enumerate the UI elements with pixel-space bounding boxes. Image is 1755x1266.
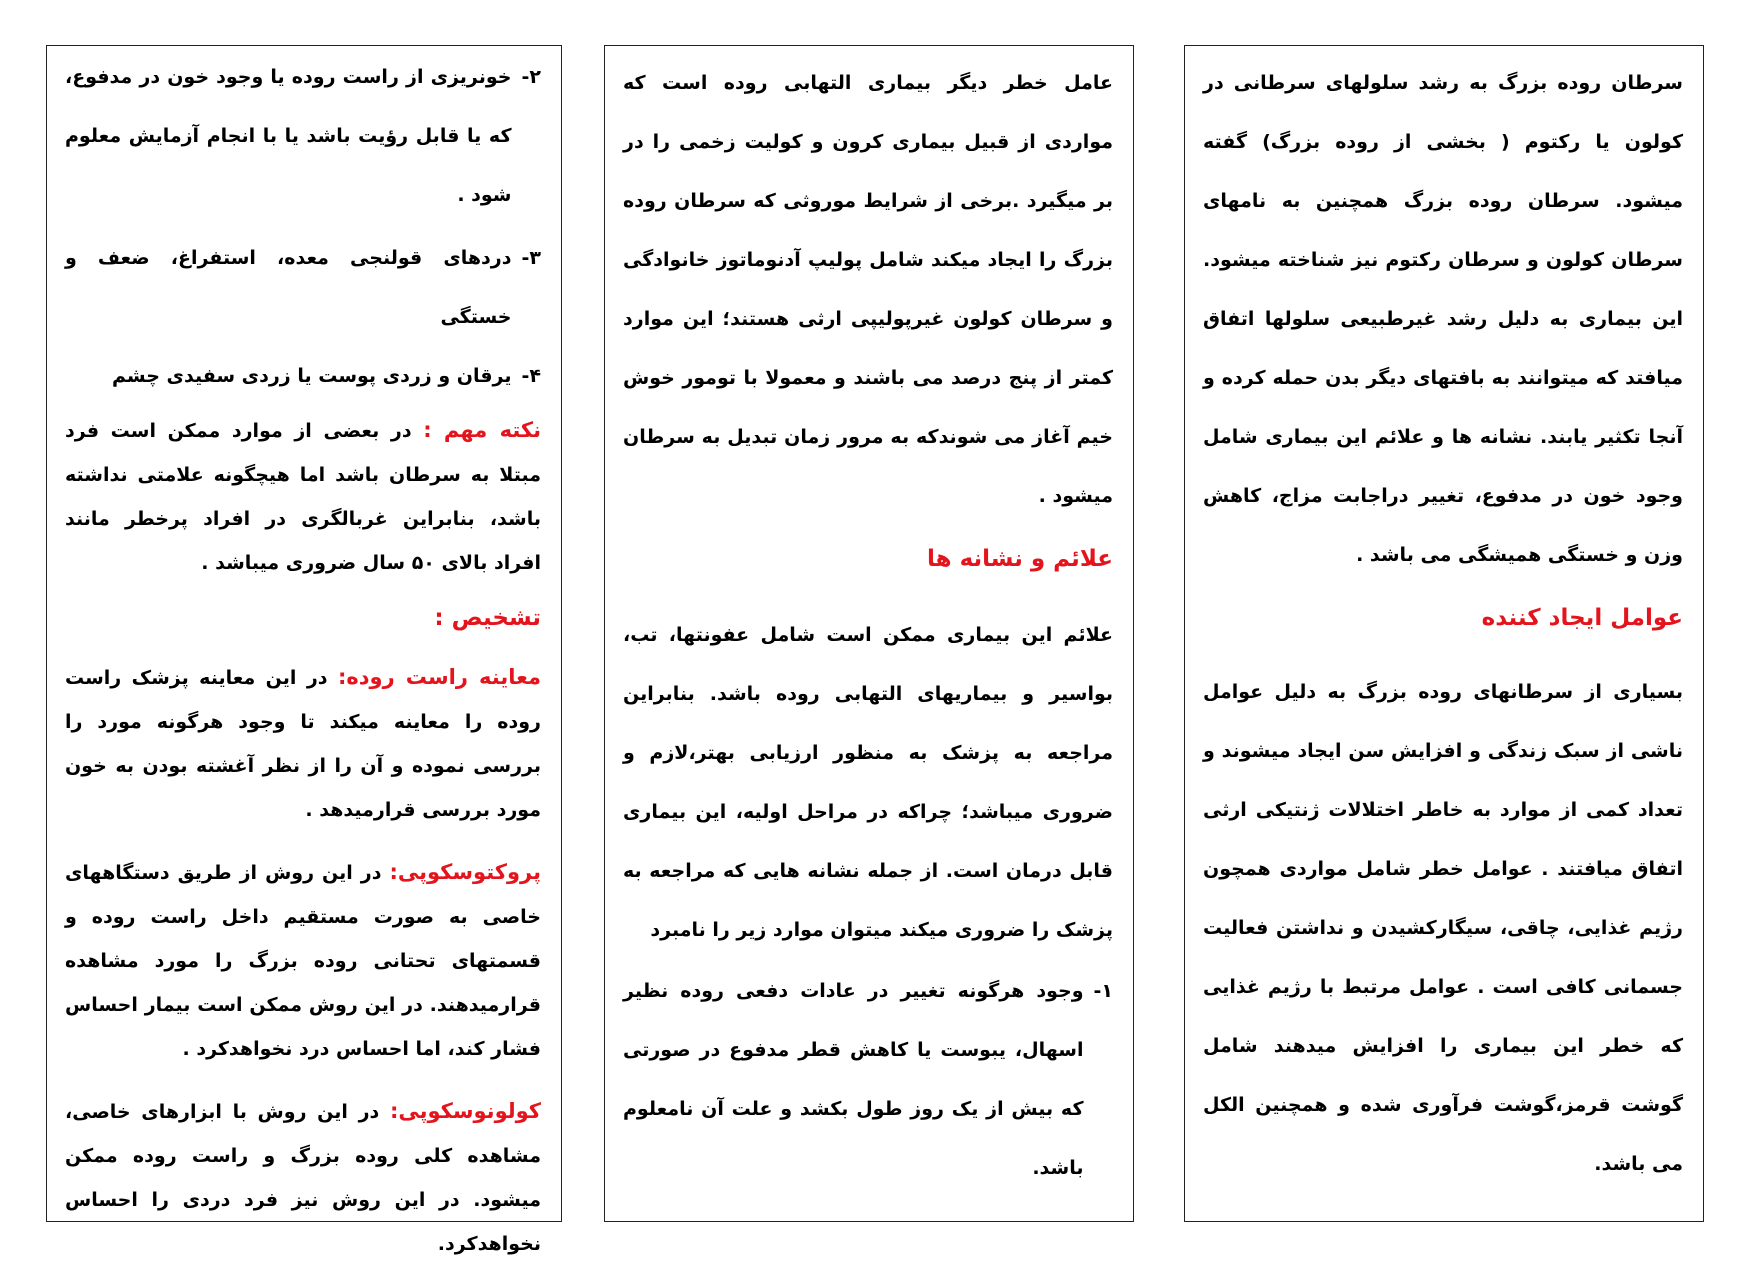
rectal-exam-paragraph [65,655,541,832]
list-item-1 [623,962,1113,1198]
diagnosis-heading: تشخیص : [434,605,541,631]
list-item-3 [65,229,541,347]
list-text-1: وجود هرگونه تغییر در عادات دفعی روده نظیر اسهال، یبوست یا کاهش قطر مدفوع در صورتی که بیش از یک روز طول بکشد و علت آن نامعلوم باشد. [623,980,1084,1179]
important-note-text: در بعضی از موارد ممکن است فرد مبتلا به سرطان باشد اما هیچگونه علامتی نداشته باشد، بنابراین غربالگری در افراد پرخطر مانند افراد بالای ۵۰ سال ضروری میباشد . [65,420,541,574]
list-number-2: ۲- [521,66,541,88]
risk-factors-paragraph: عامل خطر دیگر بیماری التهابی روده است که مواردی از قبیل بیماری کرون و کولیت زخمی را در بر میگیرد .برخی از شرایط موروثی که سرطان روده بزرگ را ایجاد میکند شامل پولیپ آدنوماتوز خانوادگی و سرطان کولون غیرپولیپی ارثی هستند؛ این موارد کمتر از پنج درصد می باشند و معمولا با تومور خوش خیم آغاز می شوندکه به مرور زمان تبدیل به سرطان میشود . [623,72,1113,507]
proctoscopy-label: پروکتوسکوپی: [389,860,541,884]
left-column [46,45,562,1255]
rectal-exam-text: در این معاینه پزشک راست روده را معاینه میکند تا وجود هرگونه مورد را بررسی نموده و آن را از نظر آغشته بودن به خون مورد بررسی قرارمیدهد . [65,667,541,821]
middle-column [604,45,1134,1222]
proctoscopy-text: در این روش از طریق دستگاههای خاصی به صورت مستقیم داخل راست روده و قسمتهای تحتانی روده بزرگ را مورد مشاهده قرارمیدهند. در این روش ممکن است بیمار احساس فشار کند، اما احساس درد نخواهدکرد . [65,862,541,1060]
colonoscopy-label: کولونوسکوپی: [389,1099,541,1123]
list-number-3: ۳- [521,247,541,269]
intro-paragraph: سرطان روده بزرگ به رشد سلولهای سرطانی در کولون یا رکتوم ( بخشی از روده بزرگ) گفته میشود. سرطان روده بزرگ همچنین به نامهای سرطان کولون و سرطان رکتوم نیز شناخته میشود. این بیماری به دلیل رشد غیرطبیعی سلولها اتفاق میافتد که میتوانند به بافتهای دیگر بدن حمله کرده و آنجا تکثیر یابند. نشانه ها و علائم این بیماری شامل وجود خون در مدفوع، تغییر دراجابت مزاج، کاهش وزن و خستگی همیشگی می باشد . [1203,72,1683,566]
list-item-2 [65,48,541,225]
list-text-3: دردهای قولنجی معده، استفراغ، ضعف و خستگی [65,247,512,328]
list-number-1: ۱- [1093,980,1113,1002]
causes-heading: عوامل ایجاد کننده [1481,605,1683,631]
list-text-4: یرقان و زردی پوست یا زردی سفیدی چشم [112,365,512,387]
causes-paragraph: بسیاری از سرطانهای روده بزرگ به دلیل عوامل ناشی از سبک زندگی و افزایش سن ایجاد میشوند و تعداد کمی از موارد به خاطر اختلالات ژنتیکی ارثی اتفاق میافتند . عوامل خطر شامل مواردی همچون رژیم غذایی، چاقی، سیگارکشیدن و نداشتن فعالیت جسمانی کافی است . عوامل مرتبط با رژیم غذایی که خطر این بیماری را افزایش میدهند شامل گوشت قرمز،گوشت فرآوری شده و همچنین الکل می باشد. [1203,681,1683,1175]
rectal-exam-label: معاینه راست روده: [337,665,541,689]
right-column [1184,45,1704,1222]
symptoms-heading: علائم و نشانه ها [926,546,1113,572]
list-number-4: ۴- [521,365,541,387]
proctoscopy-paragraph [65,850,541,1071]
list-text-2: خونریزی از راست روده یا وجود خون در مدفوع، که یا قابل رؤیت باشد یا با انجام آزمایش معلوم شود . [65,66,512,206]
symptoms-paragraph: علائم این بیماری ممکن است شامل عفونتها، تب، بواسیر و بیماریهای التهابی روده باشد. بنابراین مراجعه به پزشک به منظور ارزیابی بهتر،لازم و ضروری میباشد؛ چراکه در مراحل اولیه، این بیماری قابل درمان است. از جمله نشانه هایی که مراجعه به پزشک را ضروری میکند میتوان موارد زیر را نامبرد [623,624,1113,941]
important-note [65,408,541,585]
colonoscopy-paragraph [65,1089,541,1266]
list-item-4 [65,347,541,406]
important-note-label: نکته مهم : [423,418,541,442]
colonoscopy-text: در این روش با ابزارهای خاصی، مشاهده کلی روده بزرگ و راست روده ممکن میشود. در این روش نیز فرد دردی را احساس نخواهدکرد. [65,1101,541,1255]
